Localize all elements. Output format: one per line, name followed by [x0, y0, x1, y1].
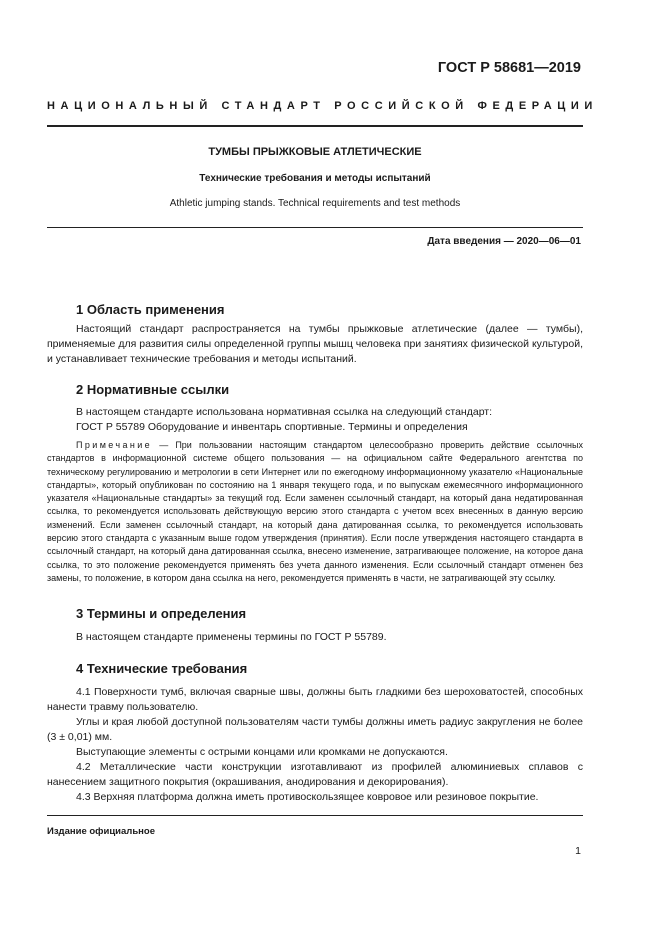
- footer-divider: [47, 815, 583, 816]
- section-4-paragraph-4: 4.2 Металлические части конструкции изготавливают из профилей алюминиевых сплавов с нанесением защитного покрытия (окрашивания, анодирования и декорирования).: [47, 761, 583, 788]
- section-1-body: [47, 322, 583, 367]
- section-3-paragraph: В настоящем стандарте применены термины по ГОСТ Р 55789.: [76, 631, 387, 643]
- section-4-body: [47, 685, 583, 805]
- section-4-paragraph-2: Углы и края любой доступной пользователям части тумбы должны иметь радиус закругления не более (3 ± 0,01) мм.: [47, 716, 583, 743]
- section-3-heading: 3 Термины и определения: [76, 606, 247, 621]
- section-1-heading: 1 Область применения: [76, 302, 225, 317]
- introduction-date: Дата введения — 2020—06—01: [427, 236, 581, 247]
- official-edition-label: Издание официальное: [47, 826, 155, 837]
- section-4-paragraph-5: 4.3 Верхняя платформа должна иметь противоскользящее ковровое или резиновое покрытие.: [76, 791, 539, 803]
- header-divider: [47, 125, 583, 127]
- note-paragraph: [47, 439, 583, 585]
- document-subtitle: Технические требования и методы испытаний: [199, 173, 431, 184]
- document-title: ТУМБЫ ПРЫЖКОВЫЕ АТЛЕТИЧЕСКИЕ: [208, 146, 422, 158]
- section-3-body: [47, 630, 583, 645]
- page-number: 1: [575, 845, 581, 857]
- section-4-heading: 4 Технические требования: [76, 661, 248, 676]
- national-standard-banner: НАЦИОНАЛЬНЫЙ СТАНДАРТ РОССИЙСКОЙ ФЕДЕРАЦИИ: [47, 100, 598, 112]
- gost-number: ГОСТ Р 58681—2019: [437, 60, 581, 76]
- section-2-body: [47, 405, 583, 435]
- note-text: — При пользовании настоящим стандартом целесообразно проверить действие ссылочных стандартов в информационной системе общего пользования — на официальном сайте Федерального агентства по техническому регулированию и метрологии в сети Интернет или по ежегодному информационному указателю «Национальные стандарты», который опубликован по состоянию на 1 января текущего года, и по выпускам ежемесячного информационного указателя «Национальные стандарты» за текущий год. Если заменен ссылочный стандарт, на который дана недатированная ссылка, то рекомендуется использовать действующую версию этого стандарта с учетом всех внесенных в данную версию изменений. Если заменен ссылочный стандарт, на который дана датированная ссылка, то рекомендуется использовать версию этого стандарта с указанным выше годом утверждения (принятия). Если после утверждения настоящего стандарта в ссылочный стандарт, на который дана датированная ссылка, внесено изменение, затрагивающее положение, на которое дана ссылка, то это положение рекомендуется применять без учета данного изменения. Если ссылочный стандарт отменен без замены, то положение, в котором дана ссылка на него, рекомендуется применять в части, не затрагивающей эту ссылку.: [47, 440, 583, 583]
- section-4-paragraph-1: 4.1 Поверхности тумб, включая сварные швы, должны быть гладкими без шероховатостей, способных нанести травму пользователю.: [47, 686, 583, 713]
- section-2-reference: ГОСТ Р 55789 Оборудование и инвентарь спортивные. Термины и определения: [76, 421, 468, 433]
- section-1-paragraph: Настоящий стандарт распространяется на тумбы прыжковые атлетические (далее — тумбы), применяемые для развития силы определенной группы мышц человека при занятиях физической культурой, и устанавливает технические требования и методы испытаний.: [47, 323, 583, 365]
- english-title: Athletic jumping stands. Technical requirements and test methods: [169, 198, 461, 209]
- section-2-line-1: В настоящем стандарте использована нормативная ссылка на следующий стандарт:: [76, 406, 493, 418]
- section-4-paragraph-3: Выступающие элементы с острыми концами или кромками не допускаются.: [76, 746, 448, 758]
- section-2-note: [47, 439, 583, 585]
- note-label: Примечание: [76, 440, 153, 450]
- section-2-heading: 2 Нормативные ссылки: [76, 382, 230, 397]
- title-divider: [47, 227, 583, 228]
